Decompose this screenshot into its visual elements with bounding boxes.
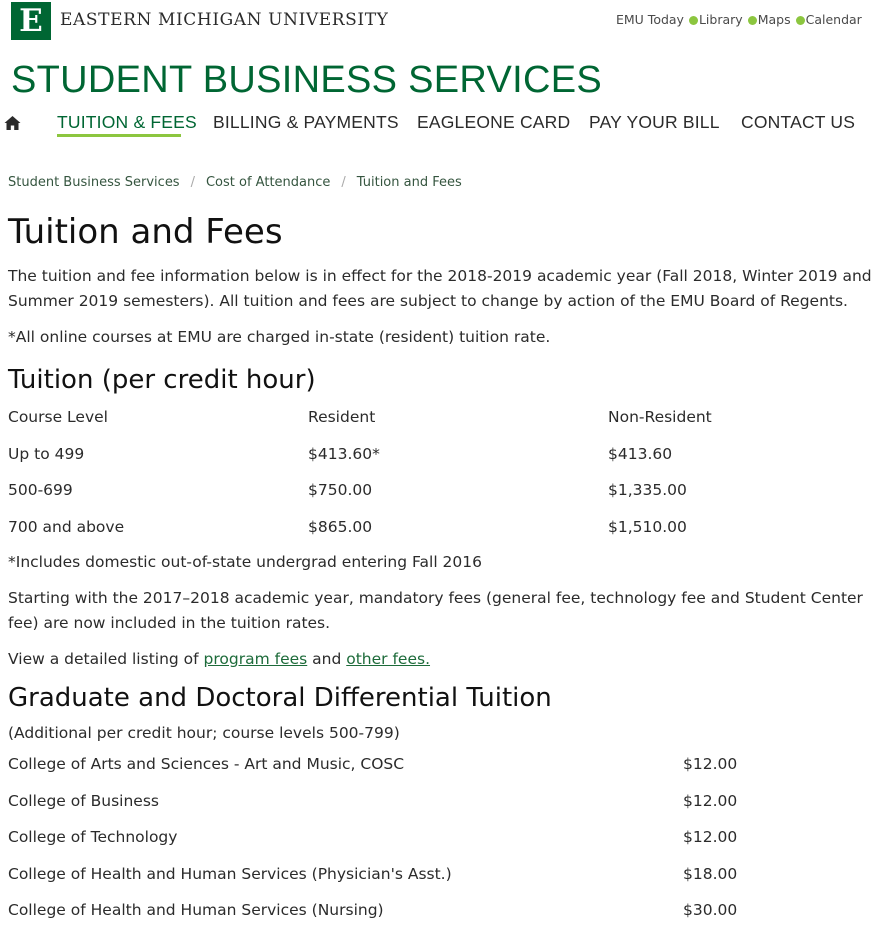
listing-middle: and (307, 650, 347, 668)
column-header: Course Level (8, 408, 108, 427)
main-nav (0, 108, 877, 144)
table-cell: 700 and above (8, 517, 125, 536)
breadcrumb-student-business-services[interactable]: Student Business Services (8, 175, 180, 190)
tuition-heading: Tuition (per credit hour) (8, 365, 316, 395)
breadcrumb-separator: / (190, 175, 195, 190)
breadcrumb (8, 175, 462, 190)
utility-link-emu-today[interactable]: EMU Today (616, 12, 684, 27)
fee-listing-text (8, 647, 873, 672)
table-cell: $413.60* (308, 444, 380, 463)
fees-note: Starting with the 2017–2018 academic year, mandatory fees (general fee, technology fee and Student Center fee) are now included in the tuition rates. (8, 589, 863, 632)
other-fees-link[interactable]: other fees. (346, 650, 431, 668)
nav-contact-us[interactable]: CONTACT US (741, 112, 856, 132)
table-cell: College of Arts and Sciences - Art and Music, COSC (8, 755, 405, 774)
table-row (8, 509, 873, 546)
table-cell: $1,510.00 (608, 517, 687, 536)
table-row (8, 472, 873, 509)
tuition-table (8, 399, 873, 545)
breadcrumb-cost-of-attendance[interactable]: Cost of Attendance (205, 175, 331, 190)
active-nav-underline (57, 134, 181, 137)
emu-logo[interactable]: E (11, 2, 51, 40)
table-cell: $12.00 (683, 755, 738, 774)
nav-pay-your-bill[interactable]: PAY YOUR BILL (589, 112, 720, 132)
footnote: *Includes domestic out-of-state undergrad entering Fall 2016 (8, 553, 482, 571)
table-cell: $18.00 (683, 864, 738, 883)
table-cell: $865.00 (308, 517, 373, 536)
top-bar (0, 0, 877, 44)
breadcrumb-separator: / (341, 175, 346, 190)
main-content (8, 210, 873, 929)
table-cell: $750.00 (308, 481, 373, 500)
bullet-icon (796, 16, 805, 25)
column-header: Resident (308, 408, 376, 427)
table-row (8, 746, 873, 783)
breadcrumb-current: Tuition and Fees (356, 175, 462, 190)
home-icon[interactable] (4, 115, 21, 131)
table-cell: $1,335.00 (608, 481, 687, 500)
nav-billing-payments[interactable]: BILLING & PAYMENTS (213, 112, 399, 132)
table-cell: College of Health and Human Services (Nursing) (8, 901, 384, 920)
intro-paragraph: The tuition and fee information below is in effect for the 2018-2019 academic year (Fall 2018, Winter 2019 and Summer 2019 semesters). All tuition and fees are subject to change by action of the EMU Board of Regents. (8, 267, 872, 310)
table-cell: $12.00 (683, 791, 738, 810)
online-note: *All online courses at EMU are charged in-state (resident) tuition rate. (8, 328, 551, 346)
nav-tuition-fees[interactable]: TUITION & FEES (57, 112, 197, 132)
utility-link-maps[interactable]: Maps (757, 12, 791, 27)
column-header: Non-Resident (608, 408, 712, 427)
table-row (8, 819, 873, 856)
table-cell: $413.60 (608, 444, 673, 463)
table-row (8, 892, 873, 929)
program-fees-link[interactable]: program fees (203, 650, 308, 668)
table-cell: Up to 499 (8, 444, 85, 463)
university-name-text: EASTERN MICHIGAN UNIVERSITY (60, 10, 389, 30)
page-title: Tuition and Fees (8, 212, 283, 252)
table-header-row (8, 399, 873, 436)
table-cell: $30.00 (683, 901, 738, 920)
nav-eagleone-card[interactable]: EAGLEONE CARD (417, 112, 571, 132)
utility-links (616, 12, 862, 27)
table-cell: $12.00 (683, 828, 738, 847)
listing-prefix: View a detailed listing of (8, 650, 204, 668)
table-row (8, 436, 873, 473)
utility-link-library[interactable]: Library (698, 12, 743, 27)
university-name[interactable] (60, 10, 389, 30)
table-row (8, 783, 873, 820)
differential-table (8, 746, 873, 929)
site-title[interactable]: STUDENT BUSINESS SERVICES (11, 59, 603, 101)
bullet-icon (748, 16, 757, 25)
utility-link-calendar[interactable]: Calendar (805, 12, 862, 27)
table-row (8, 856, 873, 893)
table-cell: 500-699 (8, 481, 73, 500)
differential-heading: Graduate and Doctoral Differential Tuition (8, 683, 552, 713)
table-cell: College of Technology (8, 828, 178, 847)
differential-note: (Additional per credit hour; course levels 500-799) (8, 724, 400, 742)
bullet-icon (689, 16, 698, 25)
table-cell: College of Health and Human Services (Physician's Asst.) (8, 864, 452, 883)
table-cell: College of Business (8, 791, 159, 810)
